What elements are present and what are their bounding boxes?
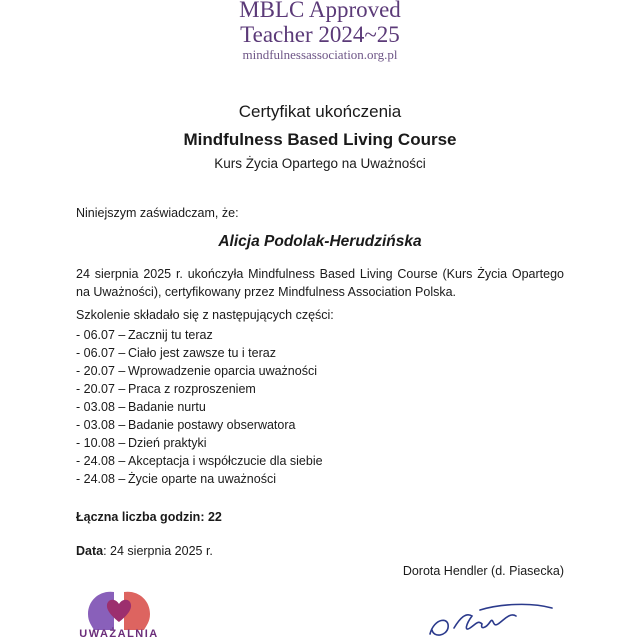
module-name: Życie oparte na uważności <box>128 472 276 486</box>
list-item <box>76 326 323 344</box>
completion-statement: 24 sierpnia 2025 r. ukończyła Mindfulness Based Living Course (Kurs Życia Opartego na Uważności), certyfikowany przez Mindfulness Association Polska. <box>76 267 564 299</box>
modules-list <box>76 326 323 488</box>
brand-url: mindfulnessassociation.org.pl <box>242 47 398 62</box>
module-date: - 24.08 – <box>76 472 126 486</box>
list-item <box>76 470 323 488</box>
signer-name: Dorota Hendler (d. Piasecka) <box>402 564 564 578</box>
list-item <box>76 398 323 416</box>
brand-line-2: Teacher 2024~25 <box>240 22 400 47</box>
module-date: - 24.08 – <box>76 454 126 468</box>
intro-text: Niniejszym zaświadczam, że: <box>76 206 239 220</box>
modules-intro: Szkolenie składało się z następujących części: <box>76 308 334 322</box>
uwazalnia-logo <box>74 586 164 640</box>
list-item <box>76 434 323 452</box>
list-item <box>76 362 323 380</box>
module-name: Zacznij tu teraz <box>128 328 213 342</box>
module-date: - 03.08 – <box>76 418 126 432</box>
module-name: Badanie nurtu <box>128 400 206 414</box>
module-name: Badanie postawy obserwatora <box>128 418 296 432</box>
module-name: Dzień praktyki <box>128 436 207 450</box>
certificate-date <box>76 544 213 558</box>
module-date: - 20.07 – <box>76 382 126 396</box>
list-item <box>76 380 323 398</box>
logo-text: UWAŻALNIA <box>79 628 159 640</box>
module-date: - 06.07 – <box>76 346 126 360</box>
list-item <box>76 344 323 362</box>
certificate-title: Certyfikat ukończenia <box>238 102 402 121</box>
date-value: : 24 sierpnia 2025 r. <box>103 544 213 558</box>
module-date: - 10.08 – <box>76 436 126 450</box>
course-title: Mindfulness Based Living Course <box>183 130 457 149</box>
module-name: Praca z rozproszeniem <box>128 382 256 396</box>
module-date: - 06.07 – <box>76 328 126 342</box>
module-name: Ciało jest zawsze tu i teraz <box>128 346 276 360</box>
list-item <box>76 452 323 470</box>
module-name: Wprowadzenie oparcia uważności <box>128 364 317 378</box>
course-subtitle: Kurs Życia Opartego na Uważności <box>214 156 426 171</box>
total-hours: Łączna liczba godzin: 22 <box>76 510 222 524</box>
module-name: Akceptacja i współczucie dla siebie <box>128 454 323 468</box>
brand-line-1: MBLC Approved <box>239 0 401 22</box>
signature-icon <box>420 598 560 640</box>
module-date: - 03.08 – <box>76 400 126 414</box>
recipient-name: Alicja Podolak-Herudzińska <box>218 233 422 250</box>
list-item <box>76 416 323 434</box>
module-date: - 20.07 – <box>76 364 126 378</box>
date-label: Data <box>76 544 104 558</box>
